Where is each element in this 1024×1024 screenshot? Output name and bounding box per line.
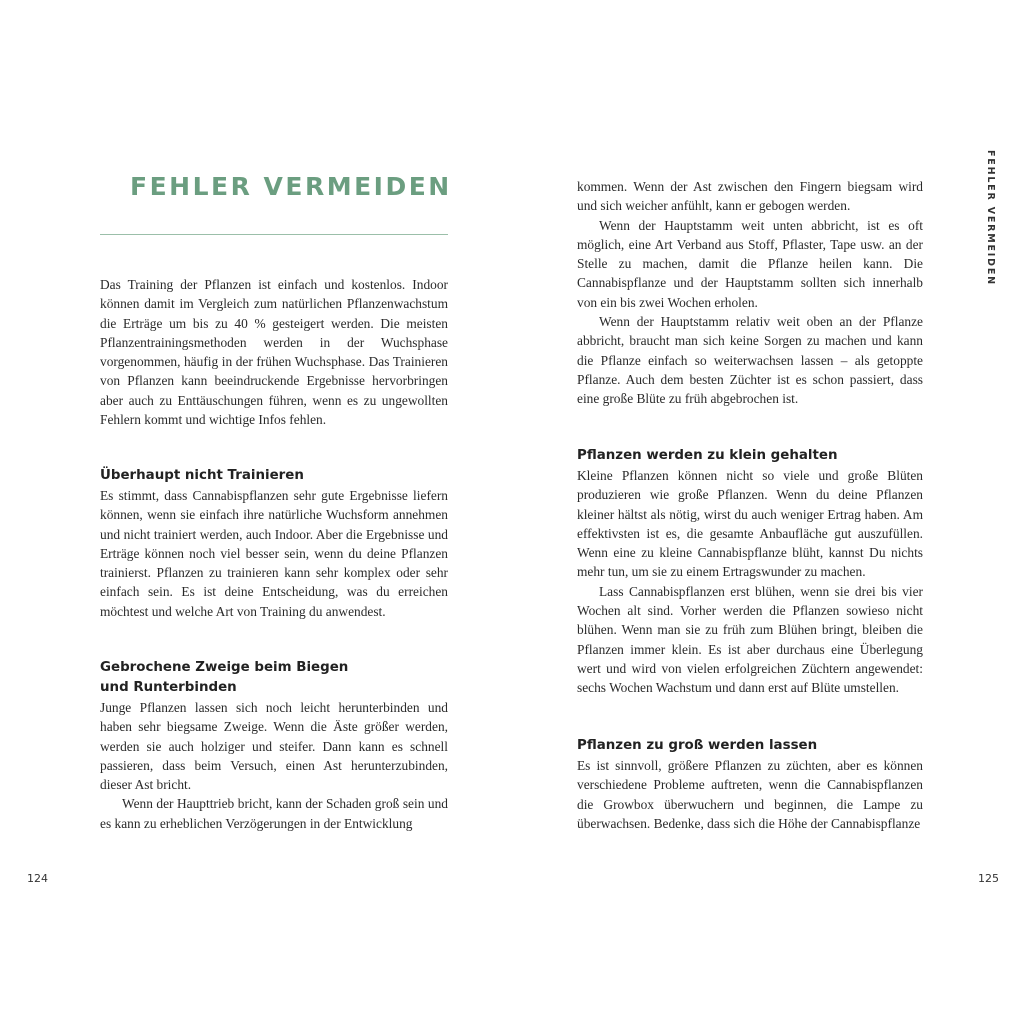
section-zu-klein	[577, 446, 923, 698]
continuation-block	[577, 177, 923, 409]
section-heading: Pflanzen zu groß werden lassen	[577, 738, 818, 753]
chapter-title: FEHLER VERMEIDEN	[130, 172, 452, 201]
section-heading: Pflanzen werden zu klein gehalten	[577, 448, 838, 463]
section-gebrochene-zweige	[100, 658, 448, 833]
title-divider	[100, 234, 448, 235]
continuation-paragraph: Wenn der Hauptstamm weit unten abbricht, ist es oft möglich, eine Art Verband aus Stoff, Pflaster, Tape usw. an der Stelle zu machen, damit die Pflanze heilen kann. Die Cannabispflanze und der Hauptstamm sollten sich innerhalb von ein bis zwei Wochen erholen.	[577, 217, 923, 310]
running-head: FEHLER VERMEIDEN	[985, 150, 996, 286]
section-heading: Gebrochene Zweige beim Biegen und Runterbinden	[100, 660, 349, 695]
intro-block	[100, 275, 448, 429]
section-ueberhaupt	[100, 466, 448, 621]
section-paragraph: Es ist sinnvoll, größere Pflanzen zu züchten, aber es können verschiedene Probleme auftreten, wenn die Cannabispflanzen die Growbox überwuchern und beginnen, die Lampe zu überwachsen. Bedenke, dass sich die Höhe der Cannabispflanze	[577, 758, 923, 831]
section-paragraph: Junge Pflanzen lassen sich noch leicht herunterbinden und haben sehr biegsame Zweige. Wenn die Äste größer werden, werden sie auch holziger und steifer. Dann kann es schnell passieren, dass beim Versuch, einen Ast herunterzubinden, dieser Ast bricht.	[100, 700, 448, 793]
page-number-left: 124	[27, 872, 48, 885]
continuation-paragraph: Wenn der Hauptstamm relativ weit oben an der Pflanze abbricht, braucht man sich keine Sorgen zu machen und kann die Pflanze einfach so weiterwachsen lassen – als getoppte Pflanze. Auch dem besten Züchter ist es schon passiert, dass eine große Blüte zu früh abgebrochen ist.	[577, 314, 923, 407]
section-paragraph: Wenn der Haupttrieb bricht, kann der Schaden groß sein und es kann zu erheblichen Verzögerungen in der Entwicklung	[100, 796, 448, 831]
intro-paragraph: Das Training der Pflanzen ist einfach und kostenlos. Indoor können damit im Vergleich zum natürlichen Pflanzenwachstum die Erträge um bis zu 40 % gesteigert werden. Die meisten Pflanzentrainingsmethoden werden in der Wuchsphase vorgenommen, häufig in der frühen Wuchsphase. Das Trainieren von Pflanzen kann beeindruckende Ergebnisse hervorbringen aber auch zu Enttäuschungen führen, wenn es zu ungewollten Fehlern kommt und wichtige Infos fehlen.	[100, 277, 448, 428]
section-paragraph: Lass Cannabispflanzen erst blühen, wenn sie drei bis vier Wochen alt sind. Vorher werden die Pflanzen sowieso nicht blühen. Wenn man sie zu früh zum Blühen bringt, bleiben die Pflanzen immer klein. Es ist aber durchaus eine Überlegung wert und wird von vielen erfolgreichen Züchtern angewendet: sechs Wochen Wachstum und dann erst auf Blüte umstellen.	[577, 583, 923, 696]
section-zu-gross	[577, 736, 923, 833]
section-heading: Überhaupt nicht Trainieren	[100, 468, 304, 483]
section-paragraph: Kleine Pflanzen können nicht so viele und große Blüten produzieren wie große Pflanzen. Wenn du deine Pflanzen kleiner hältst als nötig, wirst du auch weniger Ertrag haben. Am effektivsten ist es, die gesamte Anbaufläche gut auszufüllen. Wenn eine zu kleine Cannabispflanze blüht, kannst Du nichts mehr tun, um sie zu einem Ertragswunder zu machen.	[577, 468, 923, 580]
continuation-paragraph: kommen. Wenn der Ast zwischen den Fingern biegsam wird und sich weicher anfühlt, kann er gebogen werden.	[577, 179, 923, 214]
page-number-right: 125	[978, 872, 999, 885]
section-paragraph: Es stimmt, dass Cannabispflanzen sehr gute Ergebnisse liefern können, wenn sie einfach ihre natürliche Wuchsform annehmen und nicht trainiert werden, auch Indoor. Aber die Ergebnisse und Erträge können noch viel besser sein, wenn du deine Pflanzen trainierst. Pflanzen zu trainieren kann sehr komplex oder sehr einfach sein. Es ist deine Entscheidung, was du erreichen möchtest und welche Art von Training du anwendest.	[100, 488, 448, 619]
